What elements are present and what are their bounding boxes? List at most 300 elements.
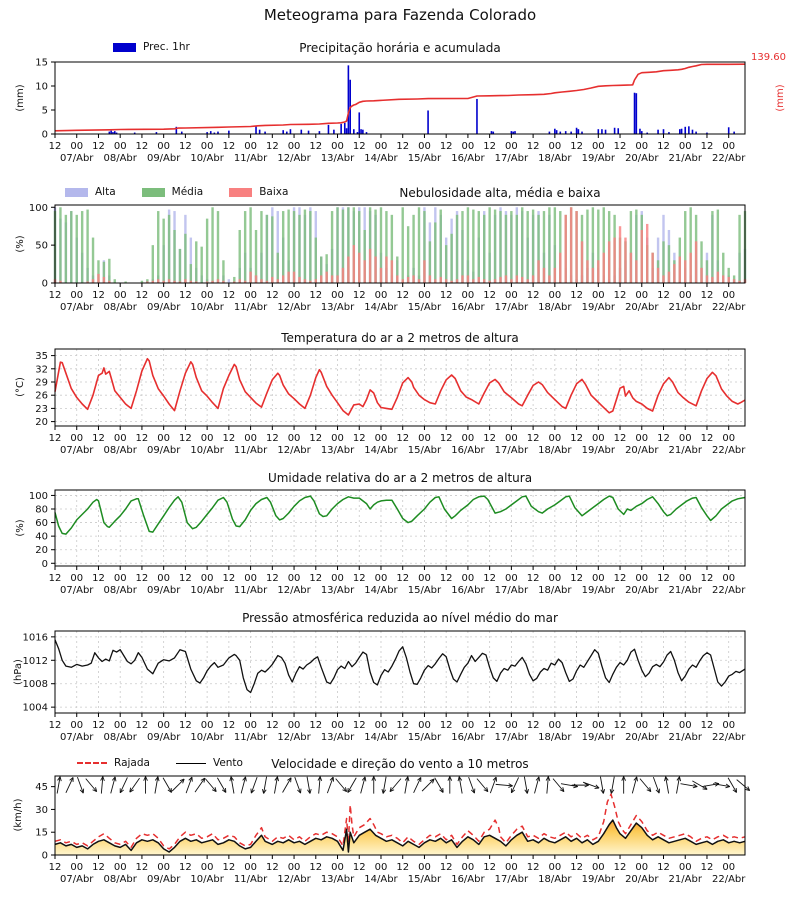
x-tick-label: 12 xyxy=(613,433,627,444)
x-tick-label: 00 xyxy=(287,720,301,731)
x-tick-label: 00 xyxy=(548,290,562,301)
series-temperatura-2m xyxy=(55,359,745,415)
bar-nuvens-media xyxy=(217,211,219,283)
x-tick-label: 12 xyxy=(570,290,583,301)
panel-precipitacao xyxy=(35,58,746,165)
bar-nuvens-baixa xyxy=(271,277,273,283)
x-tick-label: 00 xyxy=(505,720,518,731)
x-date-label: 11/Abr xyxy=(233,585,268,596)
x-tick-label: 12 xyxy=(570,862,583,873)
y-tick-label: 50 xyxy=(35,240,48,252)
bar-nuvens-media xyxy=(222,260,224,283)
x-tick-label: 12 xyxy=(179,862,192,873)
bar-nuvens-baixa xyxy=(380,268,382,283)
wind-arrow xyxy=(217,778,226,793)
x-tick-label: 12 xyxy=(135,433,149,444)
bar-prec-1hr xyxy=(657,130,659,134)
x-tick-label: 12 xyxy=(570,141,583,152)
y-tick-label: 35 xyxy=(35,351,48,363)
bar-nuvens-baixa xyxy=(456,279,458,283)
x-tick-label: 12 xyxy=(48,141,62,152)
x-date-label: 16/Abr xyxy=(451,153,485,164)
x-date-label: 13/Abr xyxy=(320,153,355,164)
bar-nuvens-media xyxy=(244,211,246,283)
x-tick-label: 12 xyxy=(613,290,627,301)
x-tick-label: 12 xyxy=(265,433,279,444)
x-tick-label: 12 xyxy=(439,141,453,152)
bar-nuvens-media xyxy=(488,207,490,283)
x-date-label: 22/Abr xyxy=(711,445,746,456)
wind-arrow xyxy=(120,777,127,792)
wind-arrow xyxy=(511,777,518,792)
x-date-label: 10/Abr xyxy=(190,445,224,456)
bar-nuvens-baixa xyxy=(597,260,599,283)
bar-nuvens-media xyxy=(440,210,442,283)
x-tick-label: 00 xyxy=(157,573,171,584)
x-tick-label: 00 xyxy=(418,573,431,584)
bar-nuvens-baixa xyxy=(103,277,105,283)
x-date-label: 15/Abr xyxy=(407,445,442,456)
bar-nuvens-baixa xyxy=(363,260,365,283)
bar-nuvens-baixa xyxy=(575,211,577,283)
x-date-label: 15/Abr xyxy=(407,153,442,164)
bar-nuvens-media xyxy=(505,215,507,283)
x-tick-label: 00 xyxy=(678,433,692,444)
x-tick-label: 00 xyxy=(461,862,475,873)
x-tick-label: 00 xyxy=(678,573,692,584)
bar-nuvens-baixa xyxy=(570,207,572,283)
x-tick-label: 00 xyxy=(113,573,127,584)
wind-arrow-head xyxy=(60,777,61,781)
x-tick-label: 12 xyxy=(265,720,279,731)
x-tick-label: 12 xyxy=(700,573,714,584)
x-date-label: 19/Abr xyxy=(581,585,616,596)
bar-nuvens-baixa xyxy=(581,241,583,283)
x-date-label: 19/Abr xyxy=(581,302,616,313)
bar-prec-1hr xyxy=(282,130,284,134)
x-tick-label: 00 xyxy=(722,290,736,301)
wind-arrow xyxy=(195,778,205,792)
y-tick-label: 40 xyxy=(35,531,48,543)
x-tick-label: 12 xyxy=(179,720,192,731)
x-tick-label: 12 xyxy=(48,720,62,731)
bar-nuvens-baixa xyxy=(641,230,643,283)
bar-prec-1hr xyxy=(634,93,636,134)
bar-nuvens-media xyxy=(81,211,83,283)
x-tick-label: 12 xyxy=(657,141,670,152)
x-tick-label: 00 xyxy=(678,720,692,731)
bar-nuvens-media xyxy=(711,211,713,283)
bar-nuvens-baixa xyxy=(331,275,333,283)
bar-nuvens-media xyxy=(59,207,61,283)
x-tick-label: 12 xyxy=(526,290,540,301)
bar-nuvens-baixa xyxy=(461,275,463,283)
bar-nuvens-media xyxy=(499,211,501,283)
x-date-label: 12/Abr xyxy=(277,445,311,456)
x-tick-label: 12 xyxy=(396,720,410,731)
y-tick-label: 5 xyxy=(41,105,48,117)
wind-arrow xyxy=(422,779,434,791)
x-date-label: 22/Abr xyxy=(711,732,746,743)
bar-nuvens-baixa xyxy=(706,275,708,283)
x-tick-label: 12 xyxy=(570,573,583,584)
bar-nuvens-baixa xyxy=(282,275,284,283)
x-tick-label: 00 xyxy=(505,862,518,873)
bar-nuvens-baixa xyxy=(434,279,436,283)
x-tick-label: 12 xyxy=(352,862,366,873)
x-tick-label: 12 xyxy=(179,141,192,152)
x-tick-label: 12 xyxy=(48,862,62,873)
bar-nuvens-baixa xyxy=(260,279,262,283)
x-tick-label: 12 xyxy=(222,573,236,584)
bar-prec-1hr xyxy=(360,129,362,134)
x-tick-label: 00 xyxy=(505,573,518,584)
bar-nuvens-media xyxy=(494,210,496,283)
bar-nuvens-media xyxy=(184,234,186,283)
pressure-axis-label: (hPa) xyxy=(13,659,24,685)
x-date-label: 22/Abr xyxy=(711,302,746,313)
x-tick-label: 00 xyxy=(331,573,344,584)
x-tick-label: 12 xyxy=(179,290,192,301)
x-tick-label: 00 xyxy=(157,433,171,444)
x-date-label: 14/Abr xyxy=(364,874,398,885)
bar-prec-1hr xyxy=(617,128,619,134)
wind-arrow-head xyxy=(664,777,665,781)
x-tick-label: 00 xyxy=(244,290,257,301)
x-date-label: 07/Abr xyxy=(60,445,94,456)
x-tick-label: 00 xyxy=(591,862,605,873)
bar-nuvens-media xyxy=(483,215,485,283)
x-tick-label: 12 xyxy=(309,720,323,731)
x-tick-label: 12 xyxy=(92,433,105,444)
y-tick-label: 0 xyxy=(41,558,48,570)
x-date-label: 18/Abr xyxy=(538,874,572,885)
x-date-label: 17/Abr xyxy=(494,445,529,456)
x-tick-label: 12 xyxy=(48,573,62,584)
bar-nuvens-baixa xyxy=(407,277,409,283)
x-tick-label: 12 xyxy=(657,433,670,444)
bar-nuvens-baixa xyxy=(478,277,480,283)
x-tick-label: 00 xyxy=(244,141,257,152)
x-tick-label: 12 xyxy=(352,290,366,301)
x-tick-label: 00 xyxy=(70,573,84,584)
x-date-label: 19/Abr xyxy=(581,874,616,885)
bar-nuvens-media xyxy=(467,207,469,283)
bar-nuvens-media xyxy=(76,215,78,283)
x-tick-label: 00 xyxy=(331,720,344,731)
bar-prec-1hr xyxy=(605,130,607,134)
x-tick-label: 12 xyxy=(439,573,453,584)
x-tick-label: 00 xyxy=(635,290,649,301)
x-tick-label: 12 xyxy=(700,433,714,444)
x-tick-label: 00 xyxy=(461,141,475,152)
alta-label: Alta xyxy=(95,186,116,198)
x-tick-label: 00 xyxy=(200,290,214,301)
bar-prec-1hr xyxy=(614,128,616,134)
x-date-label: 07/Abr xyxy=(60,874,94,885)
bar-nuvens-baixa xyxy=(668,272,670,283)
bar-nuvens-baixa xyxy=(510,279,512,283)
x-date-label: 10/Abr xyxy=(190,585,224,596)
x-tick-label: 12 xyxy=(657,573,670,584)
bar-nuvens-media xyxy=(445,245,447,283)
x-date-label: 14/Abr xyxy=(364,732,398,743)
x-date-label: 16/Abr xyxy=(451,874,485,885)
x-date-label: 19/Abr xyxy=(581,732,616,743)
bar-nuvens-media xyxy=(478,211,480,283)
bar-nuvens-baixa xyxy=(630,253,632,283)
bar-nuvens-baixa xyxy=(429,275,431,283)
bar-nuvens-media xyxy=(152,245,154,283)
panel-umidade xyxy=(29,490,746,596)
wind-arrow xyxy=(640,779,651,792)
x-tick-label: 12 xyxy=(265,141,279,152)
x-tick-label: 00 xyxy=(200,862,214,873)
wind-arrow-head xyxy=(158,777,159,781)
x-date-label: 15/Abr xyxy=(407,874,442,885)
bar-nuvens-media xyxy=(266,215,268,283)
bar-nuvens-baixa xyxy=(320,275,322,283)
wind-arrow xyxy=(163,778,172,793)
x-tick-label: 12 xyxy=(222,290,236,301)
wind-arrow xyxy=(283,778,292,793)
x-tick-label: 12 xyxy=(222,433,236,444)
x-tick-label: 12 xyxy=(48,433,62,444)
x-tick-label: 00 xyxy=(374,290,388,301)
y-tick-label: 20 xyxy=(35,545,48,557)
x-tick-label: 00 xyxy=(635,433,649,444)
x-tick-label: 00 xyxy=(635,720,649,731)
x-tick-label: 12 xyxy=(613,720,627,731)
bar-nuvens-baixa xyxy=(353,245,355,283)
panel-temperatura xyxy=(35,349,746,456)
bar-prec-1hr xyxy=(290,129,292,134)
x-tick-label: 00 xyxy=(548,720,562,731)
bar-nuvens-baixa xyxy=(217,279,219,283)
x-tick-label: 00 xyxy=(374,573,388,584)
bar-nuvens-baixa xyxy=(711,277,713,283)
bar-nuvens-media xyxy=(108,259,110,283)
x-tick-label: 00 xyxy=(244,720,257,731)
x-tick-label: 00 xyxy=(287,433,301,444)
bar-nuvens-media xyxy=(157,211,159,283)
x-date-label: 07/Abr xyxy=(60,585,94,596)
bar-nuvens-baixa xyxy=(516,275,518,283)
x-tick-label: 12 xyxy=(309,433,323,444)
x-tick-label: 00 xyxy=(200,141,214,152)
x-date-label: 19/Abr xyxy=(581,153,616,164)
bar-nuvens-baixa xyxy=(304,279,306,283)
x-date-label: 08/Abr xyxy=(103,732,137,743)
bar-nuvens-media xyxy=(298,215,300,283)
bar-nuvens-baixa xyxy=(423,260,425,283)
page-title: Meteograma para Fazenda Colorado xyxy=(263,6,537,24)
bar-nuvens-baixa xyxy=(689,253,691,283)
bar-nuvens-baixa xyxy=(467,275,469,283)
x-tick-label: 00 xyxy=(505,290,518,301)
bar-nuvens-baixa xyxy=(559,253,561,283)
x-date-label: 20/Abr xyxy=(625,302,659,313)
wind-fill xyxy=(55,820,745,855)
x-date-label: 17/Abr xyxy=(494,732,529,743)
wind-arrow xyxy=(414,777,421,792)
y-tick-label: 0 xyxy=(41,850,48,862)
panel-title-temperatura: Temperatura do ar a 2 metros de altura xyxy=(281,331,519,345)
bar-prec-1hr xyxy=(692,130,694,134)
x-date-label: 21/Abr xyxy=(668,585,702,596)
bar-nuvens-baixa xyxy=(298,277,300,283)
x-tick-label: 00 xyxy=(244,433,257,444)
x-tick-label: 00 xyxy=(331,290,344,301)
bar-nuvens-baixa xyxy=(635,260,637,283)
y-tick-label: 0 xyxy=(41,278,48,290)
bar-nuvens-baixa xyxy=(184,279,186,283)
x-tick-label: 00 xyxy=(287,573,301,584)
panel-title-precipitacao: Precipitação horária e acumulada xyxy=(299,41,501,55)
x-tick-label: 00 xyxy=(678,862,692,873)
x-tick-label: 00 xyxy=(722,862,736,873)
panel-title-umidade: Umidade relativa do ar a 2 metros de altura xyxy=(267,471,533,485)
x-tick-label: 12 xyxy=(657,290,670,301)
x-tick-label: 00 xyxy=(418,290,431,301)
x-tick-label: 12 xyxy=(396,573,410,584)
y-tick-label: 100 xyxy=(28,490,48,502)
x-tick-label: 00 xyxy=(591,433,605,444)
x-date-label: 13/Abr xyxy=(320,302,355,313)
x-date-label: 09/Abr xyxy=(146,153,181,164)
x-date-label: 10/Abr xyxy=(190,732,224,743)
x-tick-label: 12 xyxy=(48,290,62,301)
bar-nuvens-media xyxy=(309,211,311,283)
x-date-label: 11/Abr xyxy=(233,153,268,164)
bar-nuvens-media xyxy=(418,207,420,283)
bar-nuvens-media xyxy=(532,210,534,283)
x-tick-label: 12 xyxy=(570,433,583,444)
bar-prec-1hr xyxy=(346,128,348,134)
x-tick-label: 12 xyxy=(483,573,497,584)
bar-nuvens-media xyxy=(200,247,202,283)
x-tick-label: 00 xyxy=(461,290,475,301)
bar-prec-1hr xyxy=(110,131,112,134)
x-tick-label: 12 xyxy=(613,862,627,873)
bar-prec-1hr xyxy=(358,112,360,134)
x-date-label: 16/Abr xyxy=(451,732,485,743)
bar-nuvens-baixa xyxy=(717,272,719,283)
wind-arrow xyxy=(130,778,140,792)
x-date-label: 18/Abr xyxy=(538,585,572,596)
bar-prec-1hr xyxy=(554,129,556,134)
x-tick-label: 00 xyxy=(722,573,736,584)
x-tick-label: 00 xyxy=(591,141,605,152)
y-tick-label: 15 xyxy=(35,827,48,839)
wind-arrow-head xyxy=(715,782,719,783)
x-tick-label: 12 xyxy=(439,720,453,731)
x-tick-label: 00 xyxy=(591,720,605,731)
x-tick-label: 00 xyxy=(70,290,84,301)
x-date-label: 19/Abr xyxy=(581,445,616,456)
x-date-label: 17/Abr xyxy=(494,585,529,596)
x-tick-label: 00 xyxy=(200,720,214,731)
bar-prec-1hr xyxy=(679,129,681,134)
x-date-label: 14/Abr xyxy=(364,153,398,164)
humidity-axis-label: (%) xyxy=(15,519,26,537)
x-tick-label: 12 xyxy=(265,290,279,301)
bar-nuvens-media xyxy=(738,215,740,283)
x-tick-label: 12 xyxy=(526,862,540,873)
bar-nuvens-baixa xyxy=(325,272,327,283)
x-date-label: 21/Abr xyxy=(668,874,702,885)
bar-nuvens-media xyxy=(402,207,404,283)
x-tick-label: 00 xyxy=(331,433,344,444)
bar-nuvens-baixa xyxy=(249,272,251,283)
wind-arrow-head xyxy=(693,787,697,788)
x-date-label: 08/Abr xyxy=(103,445,137,456)
bar-prec-1hr xyxy=(578,129,580,134)
x-date-label: 18/Abr xyxy=(538,302,572,313)
bar-nuvens-baixa xyxy=(396,275,398,283)
wind-arrow xyxy=(172,779,184,791)
precip-total-annotation: 139.60 xyxy=(751,52,786,63)
x-tick-label: 12 xyxy=(526,573,540,584)
x-tick-label: 00 xyxy=(505,141,518,152)
x-tick-label: 12 xyxy=(352,573,366,584)
x-date-label: 13/Abr xyxy=(320,445,355,456)
x-tick-label: 00 xyxy=(722,141,736,152)
bar-nuvens-media xyxy=(282,211,284,283)
bar-nuvens-baixa xyxy=(358,253,360,283)
wind-arrow-head xyxy=(230,777,231,781)
bar-prec-1hr xyxy=(681,129,683,134)
x-date-label: 11/Abr xyxy=(233,302,268,313)
bar-nuvens-media xyxy=(65,215,67,283)
panel-title-pressao: Pressão atmosférica reduzida ao nível médio do mar xyxy=(242,611,558,625)
bar-nuvens-baixa xyxy=(700,268,702,283)
bar-prec-1hr xyxy=(598,129,600,134)
x-tick-label: 12 xyxy=(700,720,714,731)
x-date-label: 13/Abr xyxy=(320,874,355,885)
wind-arrow xyxy=(390,779,401,792)
temp-axis-label: (°C) xyxy=(15,377,26,397)
wind-arrow xyxy=(336,779,347,792)
wind-arrow-head xyxy=(603,789,604,793)
bar-nuvens-baixa xyxy=(347,256,349,283)
x-tick-label: 12 xyxy=(92,141,105,152)
x-tick-label: 12 xyxy=(439,290,453,301)
x-date-label: 09/Abr xyxy=(146,874,181,885)
y-tick-label: 0 xyxy=(41,129,48,141)
x-tick-label: 12 xyxy=(222,862,236,873)
prec-1hr-label: Prec. 1hr xyxy=(143,41,190,53)
x-tick-label: 12 xyxy=(309,141,323,152)
x-date-label: 21/Abr xyxy=(668,732,702,743)
x-date-label: 20/Abr xyxy=(625,874,659,885)
rajada-label: Rajada xyxy=(114,757,150,769)
x-date-label: 12/Abr xyxy=(277,874,311,885)
y-tick-label: 29 xyxy=(35,377,48,389)
bar-nuvens-baixa xyxy=(391,260,393,283)
panel-title-vento: Velocidade e direção do vento a 10 metros xyxy=(271,757,529,771)
bar-prec-1hr xyxy=(344,123,346,134)
bar-nuvens-baixa xyxy=(684,260,686,283)
x-tick-label: 00 xyxy=(113,433,127,444)
x-tick-label: 12 xyxy=(483,720,497,731)
x-tick-label: 00 xyxy=(157,862,171,873)
bar-nuvens-media xyxy=(434,222,436,283)
x-tick-label: 12 xyxy=(613,573,627,584)
x-tick-label: 00 xyxy=(157,290,171,301)
bar-nuvens-media xyxy=(92,238,94,283)
x-tick-label: 12 xyxy=(309,573,323,584)
